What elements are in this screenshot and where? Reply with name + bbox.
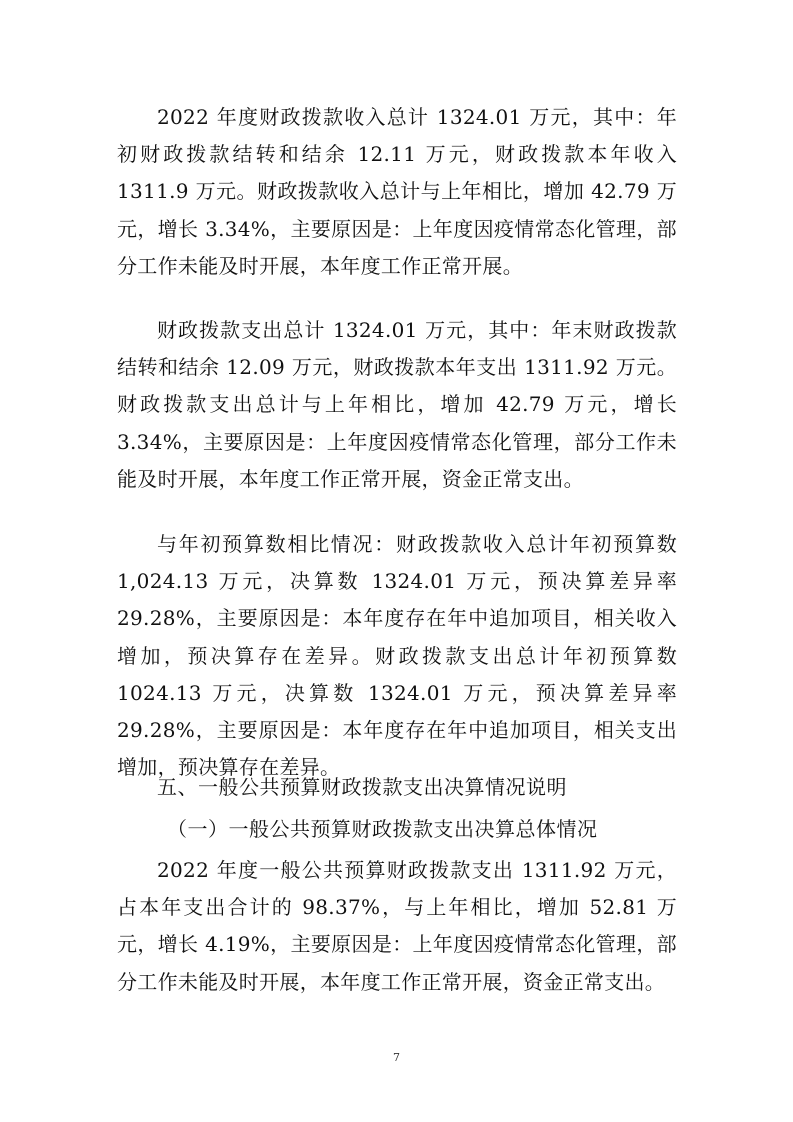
paragraph-expenditure-total: 财政拨款支出总计 1324.01 万元，其中：年末财政拨款结转和结余 12.09 万元，财政拨款本年支出 1311.92 万元。财政拨款支出总计与上年相比，增加 42.79 万元，增长 3.34%，主要原因是：上年度因疫情常态化管理，部分工作未能及时开展，本年度工作正常开展，资金正常支出。 — [117, 318, 677, 491]
page-number: 7 — [393, 1051, 400, 1064]
subsection-heading-5-1: （一）一般公共预算财政拨款支出决算总体情况 — [167, 817, 598, 841]
paragraph-revenue-total: 2022 年度财政拨款收入总计 1324.01 万元，其中：年初财政拨款结转和结余 12.11 万元，财政拨款本年收入 1311.9 万元。财政拨款收入总计与上年相比，增加 42.79 万元，增长 3.34%，主要原因是：上年度因疫情常态化管理，部分工作未能及时开展，本年度工作正常开展。 — [117, 105, 677, 278]
section-heading-5: 五、一般公共预算财政拨款支出决算情况说明 — [157, 775, 567, 799]
paragraph-budget-comparison: 与年初预算数相比情况：财政拨款收入总计年初预算数 1,024.13 万元，决算数 1324.01 万元，预决算差异率 29.28%，主要原因是：本年度存在年中追加项目，相关收入增加，预决算存在差异。财政拨款支出总计年初预算数 1024.13 万元，决算数 1324.01 万元，预决算差异率 29.28%，主要原因是：本年度存在年中追加项目，相关支出增加，预决算存在差异。 — [117, 532, 677, 780]
paragraph-general-budget-expenditure: 2022 年度一般公共预算财政拨款支出 1311.92 万元，占本年支出合计的 98.37%，与上年相比，增加 52.81 万元，增长 4.19%，主要原因是：上年度因疫情常态化管理，部分工作未能及时开展，本年度工作正常开展，资金正常支出。 — [117, 858, 677, 994]
